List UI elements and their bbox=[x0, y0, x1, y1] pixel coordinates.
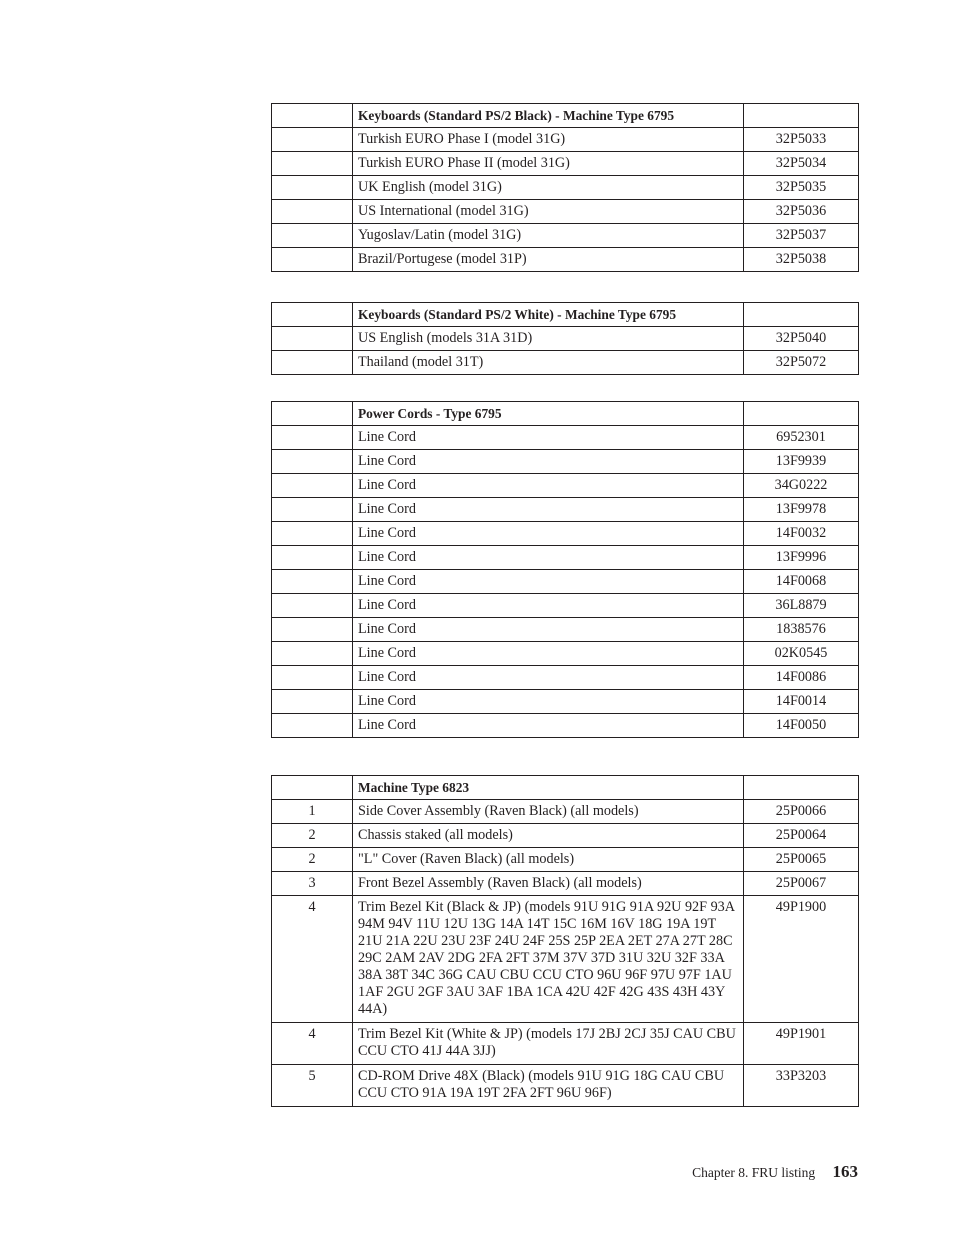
keyboards-white-table bbox=[271, 302, 859, 375]
index-header-cell bbox=[272, 104, 353, 128]
index-cell: 3 bbox=[272, 872, 353, 896]
table-row bbox=[272, 896, 859, 1023]
table-body bbox=[272, 402, 859, 738]
index-cell bbox=[272, 176, 353, 200]
index-cell: 2 bbox=[272, 824, 353, 848]
part-number-cell: 32P5072 bbox=[744, 351, 859, 375]
table-body bbox=[272, 776, 859, 1107]
page-footer bbox=[692, 1162, 858, 1182]
table-row bbox=[272, 1065, 859, 1107]
index-cell: 1 bbox=[272, 800, 353, 824]
part-number-cell: 14F0050 bbox=[744, 714, 859, 738]
index-cell bbox=[272, 224, 353, 248]
description-cell: Brazil/Portugese (model 31P) bbox=[353, 248, 744, 272]
index-cell bbox=[272, 714, 353, 738]
table-row bbox=[272, 224, 859, 248]
index-cell bbox=[272, 498, 353, 522]
description-cell: Chassis staked (all models) bbox=[353, 824, 744, 848]
part-number-cell: 32P5038 bbox=[744, 248, 859, 272]
table-header-row bbox=[272, 104, 859, 128]
table-row bbox=[272, 426, 859, 450]
part-number-cell: 32P5036 bbox=[744, 200, 859, 224]
table-row bbox=[272, 1023, 859, 1065]
index-cell bbox=[272, 248, 353, 272]
index-header-cell bbox=[272, 776, 353, 800]
description-cell: "L" Cover (Raven Black) (all models) bbox=[353, 848, 744, 872]
description-cell: Line Cord bbox=[353, 522, 744, 546]
description-cell: Trim Bezel Kit (Black & JP) (models 91U 91G 91A 92U 92F 93A 94M 94V 11U 12U 13G 14A 14T 15C 16M 16V 18G 19A 19T 21U 21A 22U 23U 23F 24U 24F 25S 25P 2EA 2ET 27A 27T 28C 29C 2AM 2AV 2DG 2FA 2FT 37M 37V 37D 31U 32U 32F 33A 38A 38T 34C 36G CAU CBU CCU CTO 96U 96F 97U 97F 1AU 1AF 2GU 2GF 3AU 3AF 1BA 1CA 42U 42F 42G 43S 43H 43Y 44A) bbox=[353, 896, 744, 1023]
table-row bbox=[272, 248, 859, 272]
description-cell: Line Cord bbox=[353, 666, 744, 690]
description-cell: Line Cord bbox=[353, 714, 744, 738]
index-cell bbox=[272, 152, 353, 176]
table-row bbox=[272, 824, 859, 848]
description-cell: Yugoslav/Latin (model 31G) bbox=[353, 224, 744, 248]
table-row bbox=[272, 128, 859, 152]
part-number-cell: 25P0066 bbox=[744, 800, 859, 824]
part-number-cell: 1838576 bbox=[744, 618, 859, 642]
index-cell bbox=[272, 351, 353, 375]
chapter-title: Chapter 8. FRU listing bbox=[692, 1165, 816, 1180]
table-row bbox=[272, 666, 859, 690]
part-header-cell bbox=[744, 776, 859, 800]
table-row bbox=[272, 594, 859, 618]
table-header-row bbox=[272, 776, 859, 800]
index-cell bbox=[272, 200, 353, 224]
table-body bbox=[272, 104, 859, 272]
table-title: Power Cords - Type 6795 bbox=[353, 402, 744, 426]
part-number-cell: 33P3203 bbox=[744, 1065, 859, 1107]
description-cell: Line Cord bbox=[353, 690, 744, 714]
description-cell: Line Cord bbox=[353, 546, 744, 570]
description-cell: Front Bezel Assembly (Raven Black) (all models) bbox=[353, 872, 744, 896]
index-cell bbox=[272, 450, 353, 474]
table-row bbox=[272, 642, 859, 666]
power-cords-table bbox=[271, 401, 859, 738]
description-cell: Line Cord bbox=[353, 498, 744, 522]
description-cell: Line Cord bbox=[353, 474, 744, 498]
part-number-cell: 02K0545 bbox=[744, 642, 859, 666]
description-cell: Turkish EURO Phase I (model 31G) bbox=[353, 128, 744, 152]
index-cell bbox=[272, 546, 353, 570]
table-row bbox=[272, 800, 859, 824]
part-number-cell: 13F9978 bbox=[744, 498, 859, 522]
part-number-cell: 13F9939 bbox=[744, 450, 859, 474]
table-row bbox=[272, 152, 859, 176]
table-row bbox=[272, 327, 859, 351]
index-cell bbox=[272, 426, 353, 450]
keyboards-black-table bbox=[271, 103, 859, 272]
part-number-cell: 34G0222 bbox=[744, 474, 859, 498]
table-row bbox=[272, 498, 859, 522]
table-header-row bbox=[272, 402, 859, 426]
table-title: Machine Type 6823 bbox=[353, 776, 744, 800]
description-cell: Line Cord bbox=[353, 426, 744, 450]
part-number-cell: 49P1900 bbox=[744, 896, 859, 1023]
index-cell: 2 bbox=[272, 848, 353, 872]
description-cell: Line Cord bbox=[353, 642, 744, 666]
description-cell: Turkish EURO Phase II (model 31G) bbox=[353, 152, 744, 176]
part-number-cell: 14F0068 bbox=[744, 570, 859, 594]
index-cell bbox=[272, 522, 353, 546]
index-cell bbox=[272, 128, 353, 152]
table-title: Keyboards (Standard PS/2 Black) - Machine Type 6795 bbox=[353, 104, 744, 128]
description-cell: Line Cord bbox=[353, 618, 744, 642]
machine-type-6823-table bbox=[271, 775, 859, 1107]
part-number-cell: 14F0014 bbox=[744, 690, 859, 714]
description-cell: Line Cord bbox=[353, 594, 744, 618]
table-row bbox=[272, 176, 859, 200]
table-row bbox=[272, 450, 859, 474]
table-title: Keyboards (Standard PS/2 White) - Machine Type 6795 bbox=[353, 303, 744, 327]
description-cell: UK English (model 31G) bbox=[353, 176, 744, 200]
part-number-cell: 14F0032 bbox=[744, 522, 859, 546]
table-row bbox=[272, 570, 859, 594]
table-row bbox=[272, 618, 859, 642]
part-number-cell: 36L8879 bbox=[744, 594, 859, 618]
table-row bbox=[272, 848, 859, 872]
part-header-cell bbox=[744, 303, 859, 327]
table-row bbox=[272, 690, 859, 714]
description-cell: US English (models 31A 31D) bbox=[353, 327, 744, 351]
index-cell bbox=[272, 570, 353, 594]
index-cell: 4 bbox=[272, 896, 353, 1023]
table-row bbox=[272, 351, 859, 375]
description-cell: US International (model 31G) bbox=[353, 200, 744, 224]
index-cell bbox=[272, 618, 353, 642]
part-number-cell: 32P5033 bbox=[744, 128, 859, 152]
description-cell: Line Cord bbox=[353, 450, 744, 474]
index-header-cell bbox=[272, 402, 353, 426]
table-row bbox=[272, 522, 859, 546]
index-cell: 5 bbox=[272, 1065, 353, 1107]
index-cell bbox=[272, 474, 353, 498]
part-header-cell bbox=[744, 104, 859, 128]
page-number: 163 bbox=[832, 1162, 858, 1181]
part-number-cell: 14F0086 bbox=[744, 666, 859, 690]
index-cell bbox=[272, 666, 353, 690]
index-cell bbox=[272, 690, 353, 714]
table-row bbox=[272, 474, 859, 498]
description-cell: Thailand (model 31T) bbox=[353, 351, 744, 375]
part-number-cell: 49P1901 bbox=[744, 1023, 859, 1065]
description-cell: Side Cover Assembly (Raven Black) (all models) bbox=[353, 800, 744, 824]
part-number-cell: 13F9996 bbox=[744, 546, 859, 570]
table-header-row bbox=[272, 303, 859, 327]
table-row bbox=[272, 872, 859, 896]
part-number-cell: 25P0064 bbox=[744, 824, 859, 848]
table-row bbox=[272, 546, 859, 570]
index-cell bbox=[272, 327, 353, 351]
part-number-cell: 32P5035 bbox=[744, 176, 859, 200]
table-body bbox=[272, 303, 859, 375]
part-number-cell: 32P5034 bbox=[744, 152, 859, 176]
part-number-cell: 25P0067 bbox=[744, 872, 859, 896]
part-number-cell: 6952301 bbox=[744, 426, 859, 450]
table-row bbox=[272, 714, 859, 738]
description-cell: Line Cord bbox=[353, 570, 744, 594]
index-header-cell bbox=[272, 303, 353, 327]
part-header-cell bbox=[744, 402, 859, 426]
table-row bbox=[272, 200, 859, 224]
index-cell bbox=[272, 642, 353, 666]
description-cell: CD-ROM Drive 48X (Black) (models 91U 91G 18G CAU CBU CCU CTO 91A 19A 19T 2FA 2FT 96U 96F) bbox=[353, 1065, 744, 1107]
index-cell: 4 bbox=[272, 1023, 353, 1065]
description-cell: Trim Bezel Kit (White & JP) (models 17J 2BJ 2CJ 35J CAU CBU CCU CTO 41J 44A 3JJ) bbox=[353, 1023, 744, 1065]
index-cell bbox=[272, 594, 353, 618]
part-number-cell: 25P0065 bbox=[744, 848, 859, 872]
part-number-cell: 32P5037 bbox=[744, 224, 859, 248]
part-number-cell: 32P5040 bbox=[744, 327, 859, 351]
